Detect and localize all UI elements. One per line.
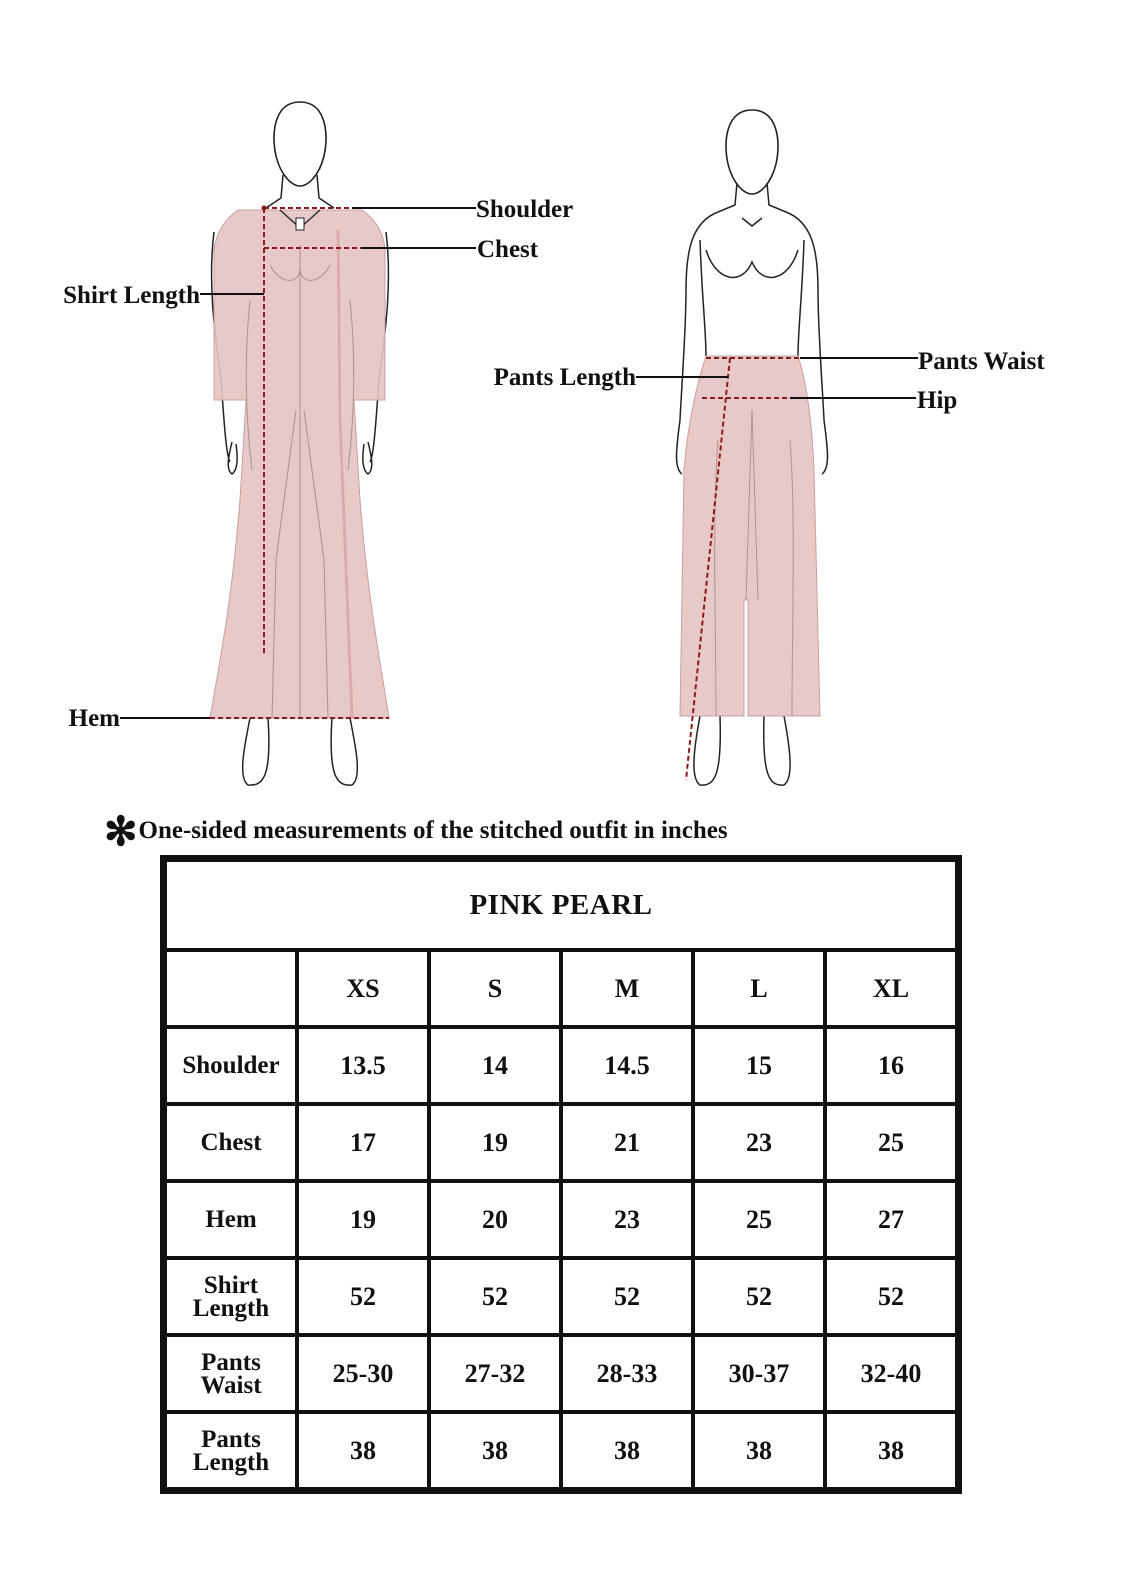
table-cell: 38	[561, 1412, 693, 1489]
row-label-line: Pants	[201, 1425, 261, 1453]
note-text: One-sided measurements of the stitched outfit in inches	[138, 817, 728, 844]
label-hem: Hem	[68, 705, 120, 732]
table-cell: 52	[297, 1258, 429, 1335]
table-cell: 25-30	[297, 1335, 429, 1412]
header-empty-cell	[165, 950, 297, 1027]
row-label	[165, 1412, 297, 1489]
table-cell: 38	[825, 1412, 957, 1489]
size-chart-table	[160, 855, 962, 1494]
label-hip: Hip	[917, 387, 958, 414]
table-row	[165, 1258, 957, 1335]
pants-figure	[494, 110, 1046, 785]
table-cell: 52	[561, 1258, 693, 1335]
table-cell: 38	[693, 1412, 825, 1489]
row-label	[165, 1258, 297, 1335]
label-chest: Chest	[477, 236, 539, 263]
table-cell: 27-32	[429, 1335, 561, 1412]
table-row	[165, 1104, 957, 1181]
table-cell: 23	[561, 1181, 693, 1258]
row-label-line: Shirt	[203, 1271, 259, 1299]
table-cell: 38	[429, 1412, 561, 1489]
row-label	[165, 1335, 297, 1412]
table-cell: 14	[429, 1027, 561, 1104]
label-pants-length: Pants Length	[493, 364, 636, 391]
table-cell: 19	[297, 1181, 429, 1258]
size-header-cell: S	[429, 950, 561, 1027]
table-cell: 52	[693, 1258, 825, 1335]
table-cell: 25	[825, 1104, 957, 1181]
size-header-cell: XL	[825, 950, 957, 1027]
table-cell: 15	[693, 1027, 825, 1104]
row-label	[165, 1027, 297, 1104]
table-cell: 14.5	[561, 1027, 693, 1104]
table-cell: 25	[693, 1181, 825, 1258]
measurement-note	[104, 808, 728, 855]
row-label-line: Length	[192, 1448, 270, 1476]
size-header-cell: XS	[297, 950, 429, 1027]
row-label-line: Hem	[205, 1206, 257, 1233]
row-label-line: Shoulder	[182, 1052, 280, 1079]
row-label-line: Length	[192, 1294, 270, 1322]
table-cell: 21	[561, 1104, 693, 1181]
table-row	[165, 1412, 957, 1489]
row-label	[165, 1104, 297, 1181]
asterisk-icon: ✻	[104, 809, 138, 854]
label-shirt-length: Shirt Length	[63, 282, 200, 309]
table-row	[165, 1181, 957, 1258]
table-cell: 32-40	[825, 1335, 957, 1412]
table-title: PINK PEARL	[165, 860, 957, 950]
pants-garment	[680, 356, 820, 716]
shirt-figure	[63, 102, 573, 785]
table-cell: 13.5	[297, 1027, 429, 1104]
table-cell: 17	[297, 1104, 429, 1181]
label-pants-waist: Pants Waist	[918, 348, 1045, 375]
table-cell: 30-37	[693, 1335, 825, 1412]
label-shoulder: Shoulder	[476, 196, 574, 223]
table-cell: 20	[429, 1181, 561, 1258]
table-cell: 28-33	[561, 1335, 693, 1412]
table-cell: 27	[825, 1181, 957, 1258]
table-cell: 52	[429, 1258, 561, 1335]
table-cell: 23	[693, 1104, 825, 1181]
size-header-cell: L	[693, 950, 825, 1027]
size-header-row	[165, 950, 957, 1027]
table-cell: 19	[429, 1104, 561, 1181]
row-label-line: Waist	[200, 1371, 262, 1399]
size-header-cell: M	[561, 950, 693, 1027]
table-cell: 38	[297, 1412, 429, 1489]
table-cell: 16	[825, 1027, 957, 1104]
table-cell: 52	[825, 1258, 957, 1335]
table-row	[165, 1335, 957, 1412]
row-label	[165, 1181, 297, 1258]
table-row	[165, 1027, 957, 1104]
row-label-line: Pants	[201, 1348, 261, 1376]
row-label-line: Chest	[200, 1129, 262, 1156]
